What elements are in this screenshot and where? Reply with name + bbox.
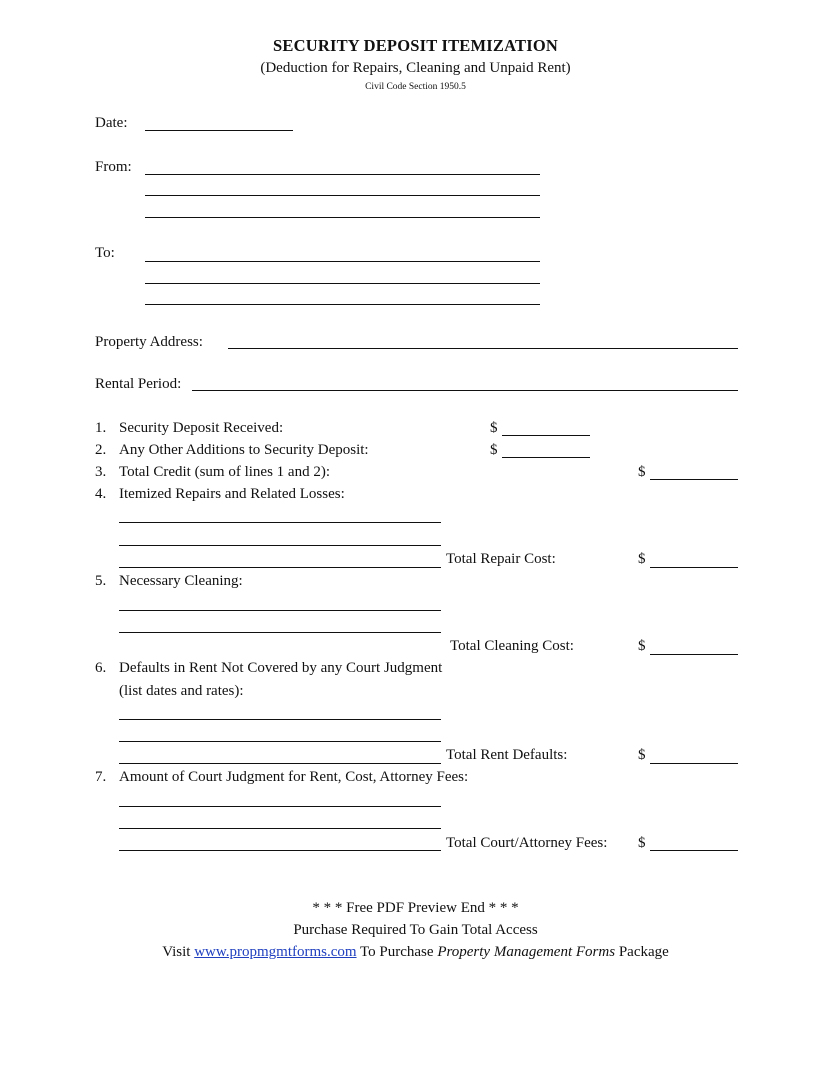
to-line-2[interactable]: [145, 283, 540, 284]
item-3-label: Total Credit (sum of lines 1 and 2):: [119, 464, 330, 480]
cleaning-line-2[interactable]: [119, 632, 441, 633]
repair-line-2[interactable]: [119, 545, 441, 546]
dollar-sign: $: [638, 464, 646, 480]
rent-default-line-2[interactable]: [119, 741, 441, 742]
item-7-label: Amount of Court Judgment for Rent, Cost, Attorney Fees:: [119, 769, 469, 785]
court-line-3[interactable]: [119, 850, 441, 851]
dollar-sign: $: [490, 420, 498, 436]
dollar-sign: $: [638, 835, 646, 851]
document-subtitle: (Deduction for Repairs, Cleaning and Unpaid Rent): [260, 60, 571, 76]
from-line-2[interactable]: [145, 195, 540, 196]
rental-period-field[interactable]: [192, 390, 738, 391]
package-text: Package: [615, 944, 669, 960]
date-field[interactable]: [145, 130, 293, 131]
item-5-label: Necessary Cleaning:: [119, 573, 243, 589]
item-5-number: 5.: [95, 573, 107, 589]
court-line-2[interactable]: [119, 828, 441, 829]
package-name: Property Management Forms: [437, 944, 616, 960]
item-1-number: 1.: [95, 420, 107, 436]
total-repair-label: Total Repair Cost:: [446, 551, 556, 567]
dollar-sign: $: [490, 442, 498, 458]
other-additions-field[interactable]: [502, 457, 590, 458]
total-court-fees-label: Total Court/Attorney Fees:: [446, 835, 608, 851]
to-label: To:: [95, 245, 115, 261]
dollar-sign: $: [638, 747, 646, 763]
website-link[interactable]: www.propmgmtforms.com: [194, 944, 357, 960]
item-4-label: Itemized Repairs and Related Losses:: [119, 486, 345, 502]
repair-line-3[interactable]: [119, 567, 441, 568]
item-2-label: Any Other Additions to Security Deposit:: [119, 442, 369, 458]
total-cleaning-field[interactable]: [650, 654, 738, 655]
from-line-3[interactable]: [145, 217, 540, 218]
item-4-number: 4.: [95, 486, 107, 502]
rent-default-line-3[interactable]: [119, 763, 441, 764]
dollar-sign: $: [638, 638, 646, 654]
total-cleaning-label: Total Cleaning Cost:: [450, 638, 574, 654]
visit-text: Visit: [162, 944, 195, 960]
property-address-field[interactable]: [228, 348, 738, 349]
total-repair-field[interactable]: [650, 567, 738, 568]
to-line-3[interactable]: [145, 304, 540, 305]
rental-period-label: Rental Period:: [95, 376, 182, 392]
property-address-label: Property Address:: [95, 334, 203, 350]
document-title: SECURITY DEPOSIT ITEMIZATION: [273, 36, 558, 55]
dollar-sign: $: [638, 551, 646, 567]
date-label: Date:: [95, 115, 128, 131]
to-purchase-text: To Purchase: [356, 944, 438, 960]
cleaning-line-1[interactable]: [119, 610, 441, 611]
item-7-number: 7.: [95, 769, 107, 785]
purchase-notice: Purchase Required To Gain Total Access: [293, 922, 538, 938]
total-rent-defaults-field[interactable]: [650, 763, 738, 764]
preview-end-notice: * * * Free PDF Preview End * * *: [312, 900, 519, 916]
total-rent-defaults-label: Total Rent Defaults:: [446, 747, 568, 763]
to-line-1[interactable]: [145, 261, 540, 262]
purchase-line: [0, 944, 831, 961]
total-court-fees-field[interactable]: [650, 850, 738, 851]
item-2-number: 2.: [95, 442, 107, 458]
from-label: From:: [95, 159, 132, 175]
total-credit-field[interactable]: [650, 479, 738, 480]
rent-default-line-1[interactable]: [119, 719, 441, 720]
civil-code-reference: Civil Code Section 1950.5: [365, 82, 466, 92]
court-line-1[interactable]: [119, 806, 441, 807]
item-6-sublabel: (list dates and rates):: [119, 683, 244, 699]
repair-line-1[interactable]: [119, 522, 441, 523]
item-1-label: Security Deposit Received:: [119, 420, 284, 436]
item-3-number: 3.: [95, 464, 107, 480]
item-6-label: Defaults in Rent Not Covered by any Court Judgment: [119, 660, 443, 676]
item-6-number: 6.: [95, 660, 107, 676]
from-line-1[interactable]: [145, 174, 540, 175]
deposit-received-field[interactable]: [502, 435, 590, 436]
